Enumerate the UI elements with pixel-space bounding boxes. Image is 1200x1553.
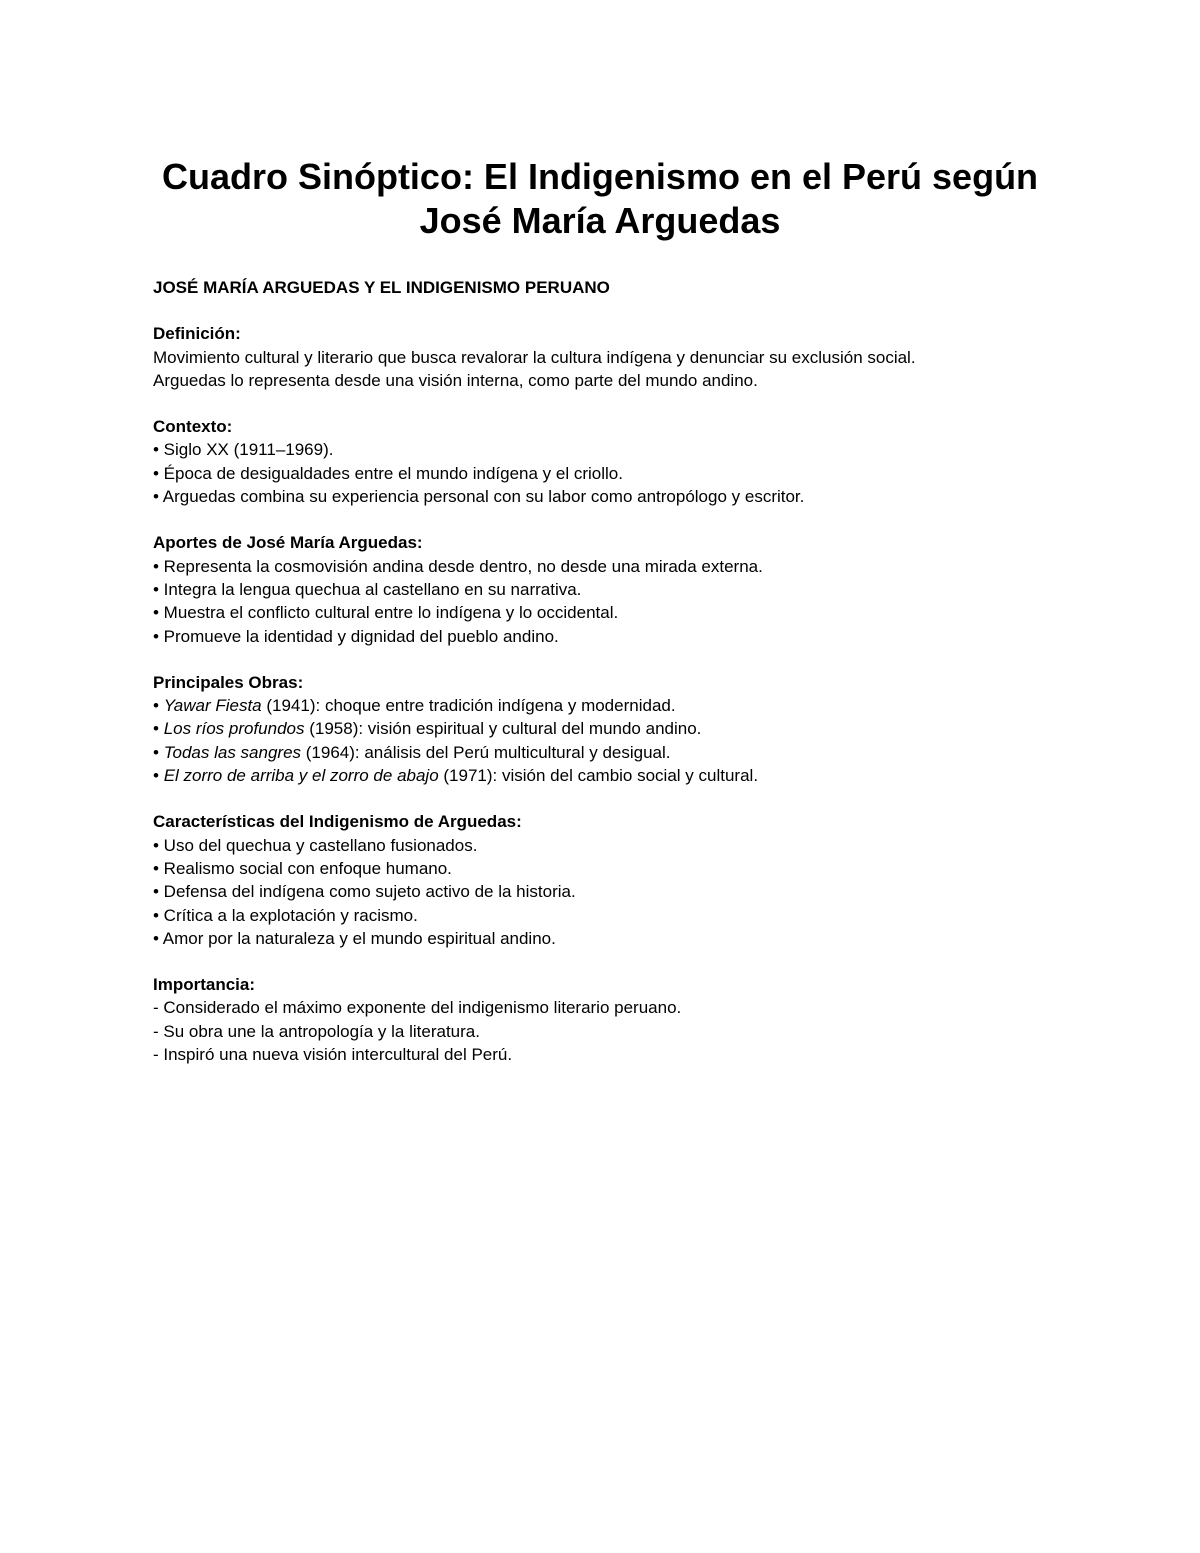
work-title: Todas las sangres (163, 742, 302, 762)
work-title: El zorro de arriba y el zorro de abajo (163, 766, 439, 786)
list-item: • Representa la cosmovisión andina desde dentro, no desde una mirada externa. (153, 556, 763, 576)
definition-text-line: Arguedas lo representa desde una visión interna, como parte del mundo andino. (153, 370, 758, 390)
section-heading: Principales Obras: (153, 672, 304, 692)
work-title: Yawar Fiesta (163, 696, 262, 716)
title-line-1: Cuadro Sinóptico: El Indigenismo en el Perú según (161, 156, 1039, 197)
section-importancia (153, 973, 1113, 1066)
work-item (153, 717, 1113, 740)
list-item: - Su obra une la antropología y la literatura. (153, 1021, 480, 1041)
section-contexto (153, 415, 1113, 508)
work-description: (1971): visión del cambio social y cultural. (438, 766, 759, 786)
list-item: • Época de desigualdades entre el mundo indígena y el criollo. (153, 463, 623, 483)
work-item (153, 741, 1113, 764)
list-item: • Muestra el conflicto cultural entre lo indígena y lo occidental. (153, 603, 619, 623)
work-description: (1941): choque entre tradición indígena y modernidad. (261, 696, 676, 716)
list-item: - Inspiró una nueva visión intercultural del Perú. (153, 1045, 513, 1065)
bullet: • (153, 742, 164, 762)
list-item: • Promueve la identidad y dignidad del pueblo andino. (153, 626, 559, 646)
section-definicion (153, 322, 1113, 392)
bullet: • (153, 696, 164, 716)
section-heading: Características del Indigenismo de Arguedas: (153, 812, 522, 832)
section-caracteristicas (153, 810, 1113, 950)
bullet-list (153, 438, 1113, 508)
section-heading: Definición: (153, 324, 241, 344)
list-item: • Integra la lengua quechua al castellano en su narrativa. (153, 579, 582, 599)
dash-list (153, 996, 1113, 1066)
definition-text-line: Movimiento cultural y literario que busca revalorar la cultura indígena y denunciar su exclusión social. (153, 347, 916, 367)
work-item (153, 764, 1113, 787)
works-list (153, 694, 1113, 787)
main-heading: JOSÉ MARÍA ARGUEDAS Y EL INDIGENISMO PERUANO (153, 278, 610, 297)
list-item: • Realismo social con enfoque humano. (153, 858, 452, 878)
section-aportes (153, 531, 1113, 647)
list-item: - Considerado el máximo exponente del indigenismo literario peruano. (153, 998, 682, 1018)
work-item (153, 694, 1113, 717)
work-description: (1958): visión espiritual y cultural del mundo andino. (304, 719, 702, 739)
section-obras (153, 671, 1113, 787)
section-heading: Aportes de José María Arguedas: (153, 533, 423, 553)
bullet: • (153, 719, 164, 739)
list-item: • Amor por la naturaleza y el mundo espiritual andino. (153, 928, 556, 948)
bullet-list (153, 834, 1113, 950)
bullet: • (153, 766, 164, 786)
work-description: (1964): análisis del Perú multicultural y desigual. (301, 742, 671, 762)
section-heading: Importancia: (153, 975, 256, 995)
section-heading: Contexto: (153, 417, 233, 437)
list-item: • Uso del quechua y castellano fusionados. (153, 835, 478, 855)
list-item: • Defensa del indígena como sujeto activo de la historia. (153, 882, 576, 902)
title-line-2: José María Arguedas (419, 200, 781, 241)
document-body (153, 276, 1113, 1089)
work-title: Los ríos profundos (163, 719, 305, 739)
list-item: • Siglo XX (1911–1969). (153, 440, 334, 460)
bullet-list (153, 555, 1113, 648)
list-item: • Crítica a la explotación y racismo. (153, 905, 418, 925)
list-item: • Arguedas combina su experiencia personal con su labor como antropólogo y escritor. (153, 487, 805, 507)
document-title (100, 155, 1100, 243)
